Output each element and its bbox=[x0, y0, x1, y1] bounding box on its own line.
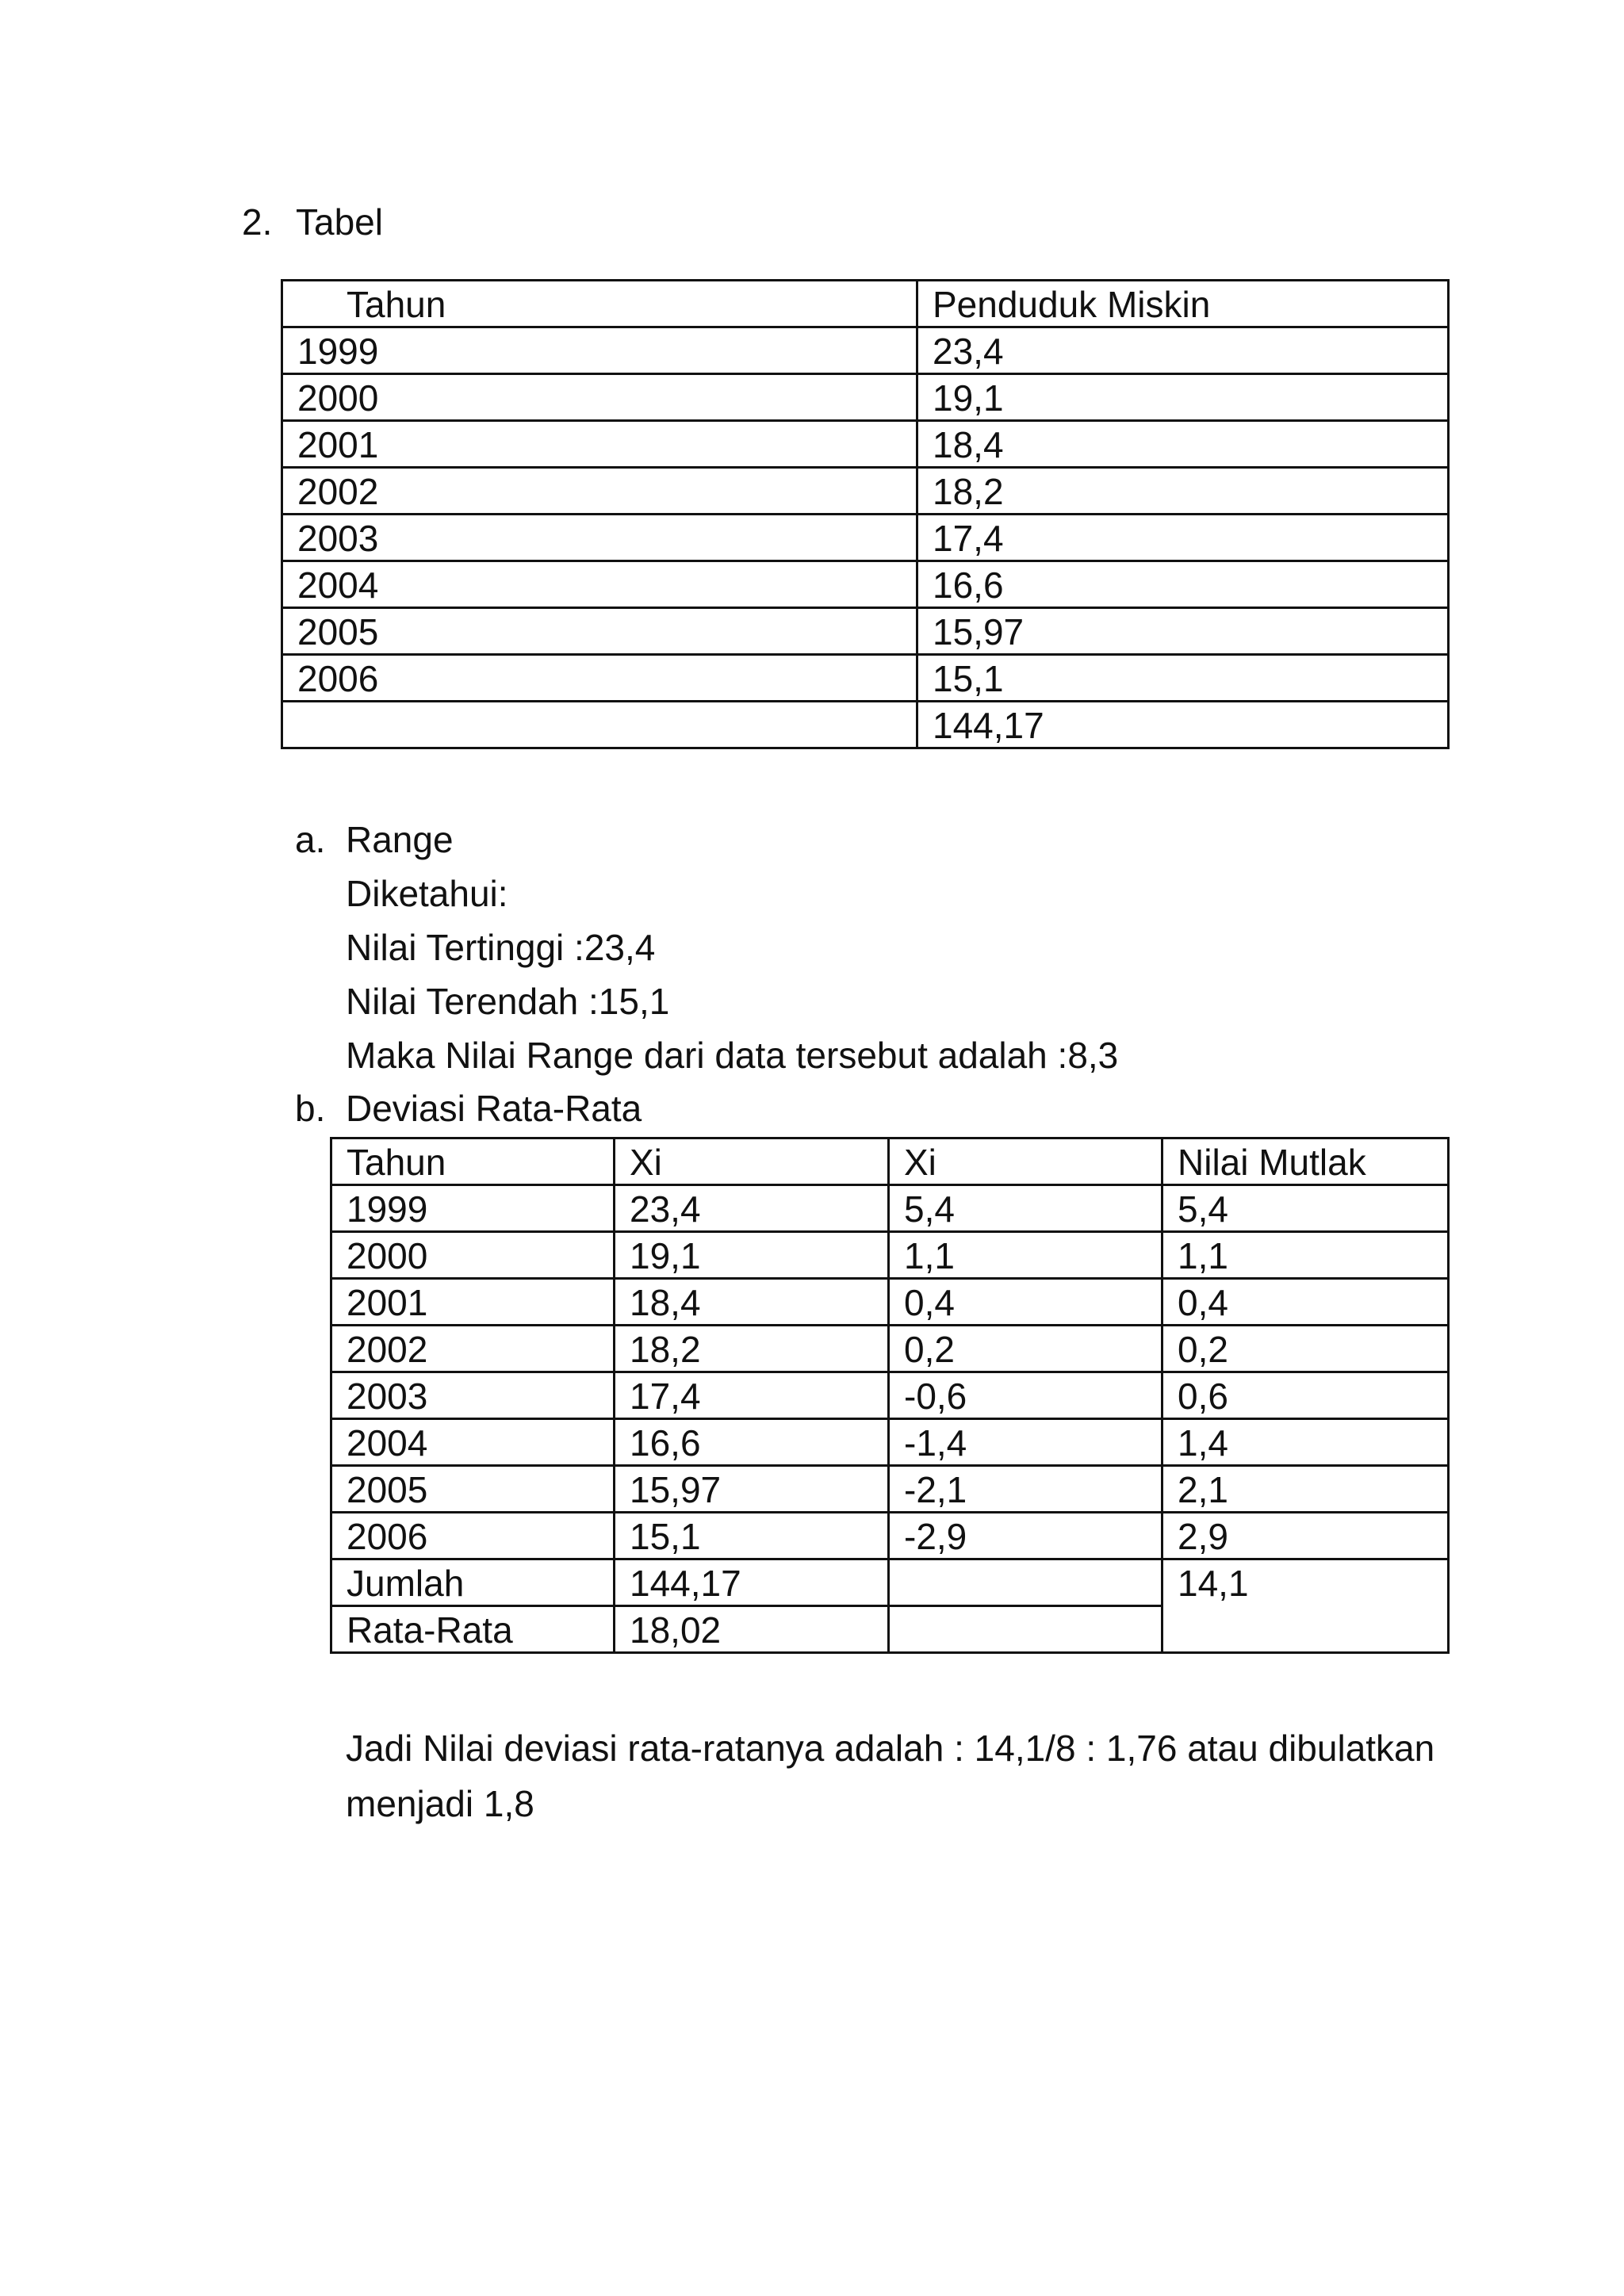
table-row bbox=[331, 1513, 1449, 1559]
table-cell: 2004 bbox=[331, 1419, 615, 1466]
table-row-jumlah bbox=[331, 1559, 1449, 1606]
table-cell: 23,4 bbox=[917, 327, 1449, 374]
table-cell: 0,2 bbox=[1162, 1326, 1449, 1372]
table-cell: 2002 bbox=[282, 468, 917, 515]
table-row bbox=[282, 608, 1449, 655]
table-cell: 2006 bbox=[282, 655, 917, 702]
range-line: Diketahui: bbox=[346, 873, 508, 914]
table-cell: 1999 bbox=[331, 1185, 615, 1232]
table-cell: 2000 bbox=[282, 374, 917, 421]
table-row bbox=[331, 1466, 1449, 1513]
poverty-table bbox=[281, 279, 1450, 749]
table-cell: 16,6 bbox=[917, 561, 1449, 608]
range-line: Nilai Tertinggi :23,4 bbox=[346, 927, 656, 968]
table-cell: 2,9 bbox=[1162, 1513, 1449, 1559]
table-cell: -2,9 bbox=[889, 1513, 1162, 1559]
conclusion-text: Jadi Nilai deviasi rata-ratanya adalah : 14,1/8 : 1,76 atau dibulatkan menjadi 1,8 bbox=[346, 1728, 1435, 1824]
table-cell: 15,97 bbox=[615, 1466, 889, 1513]
subsection-label: b. bbox=[295, 1088, 326, 1129]
table-cell: 19,1 bbox=[917, 374, 1449, 421]
range-line: Maka Nilai Range dari data tersebut adalah :8,3 bbox=[346, 1035, 1119, 1076]
table-row bbox=[331, 1232, 1449, 1279]
table-cell: 15,1 bbox=[917, 655, 1449, 702]
section-title: Tabel bbox=[296, 201, 383, 243]
table-cell: 2004 bbox=[282, 561, 917, 608]
table-row bbox=[282, 468, 1449, 515]
table-cell: 19,1 bbox=[615, 1232, 889, 1279]
table-cell: 18,02 bbox=[615, 1606, 889, 1653]
header-cell-tahun: Tahun bbox=[282, 281, 917, 327]
table-cell: 2001 bbox=[282, 421, 917, 468]
table-row bbox=[282, 515, 1449, 561]
table-cell bbox=[889, 1559, 1162, 1606]
table-cell: 0,4 bbox=[889, 1279, 1162, 1326]
table-cell: 5,4 bbox=[1162, 1185, 1449, 1232]
table-row bbox=[331, 1185, 1449, 1232]
table-row bbox=[331, 1419, 1449, 1466]
table-cell: 2005 bbox=[282, 608, 917, 655]
header-cell-penduduk-miskin: Penduduk Miskin bbox=[917, 281, 1449, 327]
section-heading bbox=[242, 200, 383, 244]
header-cell-xi-deviation: Xi bbox=[889, 1138, 1162, 1185]
table-row bbox=[331, 1326, 1449, 1372]
table-cell: 0,6 bbox=[1162, 1372, 1449, 1419]
table-row bbox=[282, 561, 1449, 608]
subsection-title: Range bbox=[346, 819, 454, 860]
table-cell: 18,4 bbox=[917, 421, 1449, 468]
table-cell: 2005 bbox=[331, 1466, 615, 1513]
table-row bbox=[282, 374, 1449, 421]
header-cell-tahun: Tahun bbox=[331, 1138, 615, 1185]
section-number: 2. bbox=[242, 201, 273, 243]
table-cell: 23,4 bbox=[615, 1185, 889, 1232]
table-cell: 5,4 bbox=[889, 1185, 1162, 1232]
table-row bbox=[282, 421, 1449, 468]
table-cell: 2,1 bbox=[1162, 1466, 1449, 1513]
table-cell: 17,4 bbox=[917, 515, 1449, 561]
table-cell: Jumlah bbox=[331, 1559, 615, 1606]
table-cell: 144,17 bbox=[615, 1559, 889, 1606]
table-cell: 17,4 bbox=[615, 1372, 889, 1419]
subsection-label: a. bbox=[295, 819, 326, 860]
table-cell: -1,4 bbox=[889, 1419, 1162, 1466]
table-cell: 0,4 bbox=[1162, 1279, 1449, 1326]
table-cell: 2003 bbox=[282, 515, 917, 561]
table-cell: 18,2 bbox=[917, 468, 1449, 515]
table-cell: 18,4 bbox=[615, 1279, 889, 1326]
table-cell: 1,1 bbox=[1162, 1232, 1449, 1279]
table-header-row bbox=[282, 281, 1449, 327]
table-cell-total-abs: 14,1 bbox=[1162, 1559, 1449, 1653]
subsection-range-heading bbox=[295, 813, 454, 867]
table-cell: 144,17 bbox=[917, 702, 1449, 748]
table-row bbox=[331, 1372, 1449, 1419]
table-cell bbox=[889, 1606, 1162, 1653]
header-cell-xi: Xi bbox=[615, 1138, 889, 1185]
table-cell: 2001 bbox=[331, 1279, 615, 1326]
table-cell bbox=[282, 702, 917, 748]
table-cell: 15,1 bbox=[615, 1513, 889, 1559]
table-cell: Rata-Rata bbox=[331, 1606, 615, 1653]
table-row bbox=[282, 702, 1449, 748]
range-details bbox=[346, 867, 1118, 1082]
table-cell: 1999 bbox=[282, 327, 917, 374]
table-cell: 2006 bbox=[331, 1513, 615, 1559]
table-cell: 18,2 bbox=[615, 1326, 889, 1372]
table-cell: 15,97 bbox=[917, 608, 1449, 655]
subsection-deviation-heading bbox=[295, 1081, 642, 1135]
table-cell: -2,1 bbox=[889, 1466, 1162, 1513]
table-row bbox=[331, 1279, 1449, 1326]
table-cell: 0,2 bbox=[889, 1326, 1162, 1372]
table-row bbox=[282, 655, 1449, 702]
deviation-table bbox=[330, 1137, 1450, 1654]
subsection-title: Deviasi Rata-Rata bbox=[346, 1088, 642, 1129]
table-cell: 2000 bbox=[331, 1232, 615, 1279]
table-cell: 2002 bbox=[331, 1326, 615, 1372]
table-cell: 1,1 bbox=[889, 1232, 1162, 1279]
header-cell-nilai-mutlak: Nilai Mutlak bbox=[1162, 1138, 1449, 1185]
table-row bbox=[282, 327, 1449, 374]
table-cell: 2003 bbox=[331, 1372, 615, 1419]
table-cell: 16,6 bbox=[615, 1419, 889, 1466]
range-line: Nilai Terendah :15,1 bbox=[346, 981, 670, 1022]
table-cell: -0,6 bbox=[889, 1372, 1162, 1419]
table-header-row bbox=[331, 1138, 1449, 1185]
table-cell: 1,4 bbox=[1162, 1419, 1449, 1466]
